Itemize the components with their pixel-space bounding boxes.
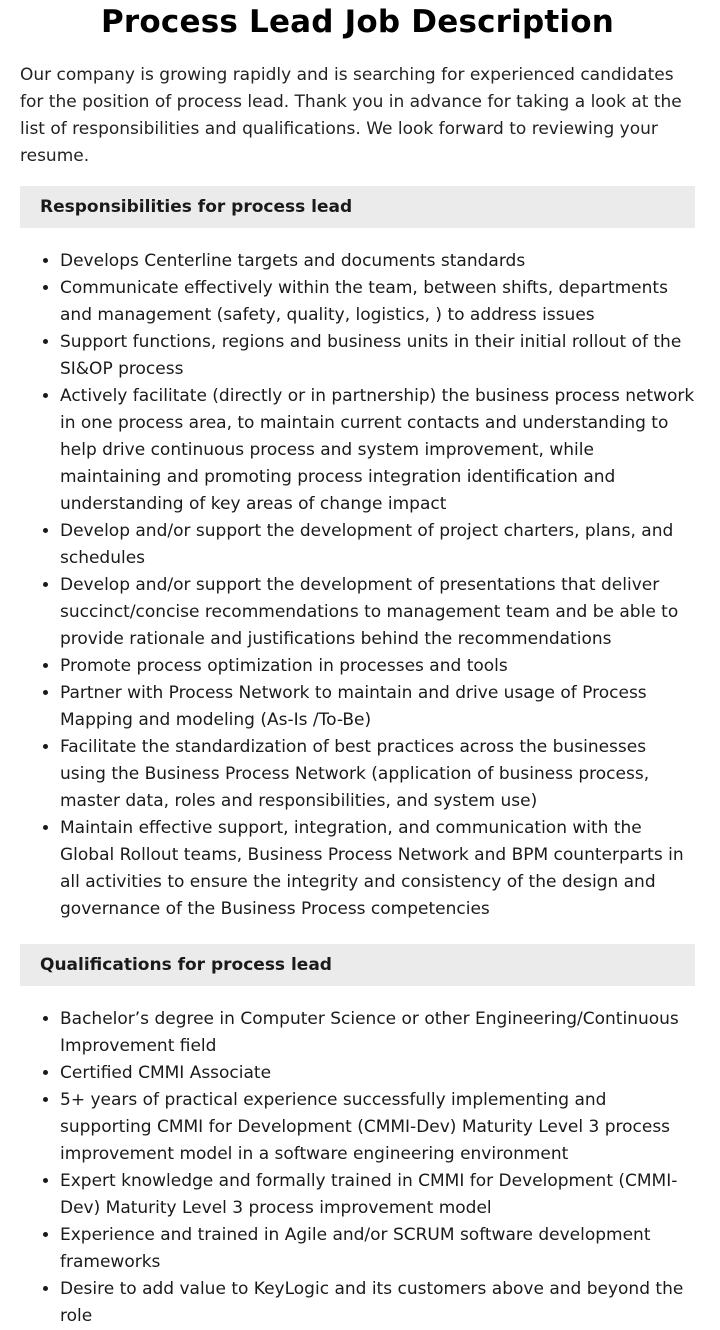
list-item: • Develop and/or support the development of presentations that deliver succinct/concise recommendations to management team and be able to provide rationale and justifications behind the recommendations <box>60 572 695 653</box>
list-item: • Certified CMMI Associate <box>60 1060 695 1087</box>
list-item: • Develops Centerline targets and documents standards <box>60 248 695 275</box>
list-item: • Experience and trained in Agile and/or SCRUM software development frameworks <box>60 1222 695 1276</box>
list-item: • Develop and/or support the development of project charters, plans, and schedules <box>60 518 695 572</box>
list-item: • Expert knowledge and formally trained in CMMI for Development (CMMI-Dev) Maturity Level 3 process improvement model <box>60 1168 695 1222</box>
list-item: • Promote process optimization in processes and tools <box>60 653 695 680</box>
qualifications-list <box>20 1006 695 1330</box>
list-item: • Communicate effectively within the team, between shifts, departments and management (safety, quality, logistics, ) to address issues <box>60 275 695 329</box>
list-item: • Support functions, regions and business units in their initial rollout of the SI&OP process <box>60 329 695 383</box>
qualifications-heading: Qualifications for process lead <box>20 944 695 986</box>
list-item: • Desire to add value to KeyLogic and its customers above and beyond the role <box>60 1276 695 1330</box>
list-item: • Bachelor’s degree in Computer Science or other Engineering/Continuous Improvement field <box>60 1006 695 1060</box>
list-item: • Actively facilitate (directly or in partnership) the business process network in one process area, to maintain current contacts and understanding to help drive continuous process and system improvement, while maintaining and promoting process integration identification and understanding of key areas of change impact <box>60 383 695 518</box>
list-item: • 5+ years of practical experience successfully implementing and supporting CMMI for Development (CMMI-Dev) Maturity Level 3 process improvement model in a software engineering environment <box>60 1087 695 1168</box>
section-spacer <box>20 923 695 928</box>
responsibilities-heading: Responsibilities for process lead <box>20 186 695 228</box>
list-item: • Partner with Process Network to maintain and drive usage of Process Mapping and modeling (As-Is /To-Be) <box>60 680 695 734</box>
intro-paragraph: Our company is growing rapidly and is searching for experienced candidates for the position of process lead. Thank you in advance for taking a look at the list of responsibilities and qualifications. We look forward to reviewing your resume. <box>20 65 682 166</box>
list-item: • Maintain effective support, integration, and communication with the Global Rollout teams, Business Process Network and BPM counterparts in all activities to ensure the integrity and consistency of the design and governance of the Business Process competencies <box>60 815 695 923</box>
page-title: Process Lead Job Description <box>101 4 614 40</box>
list-item: • Facilitate the standardization of best practices across the businesses using the Business Process Network (application of business process, master data, roles and responsibilities, and system use) <box>60 734 695 815</box>
responsibilities-list <box>20 248 695 923</box>
